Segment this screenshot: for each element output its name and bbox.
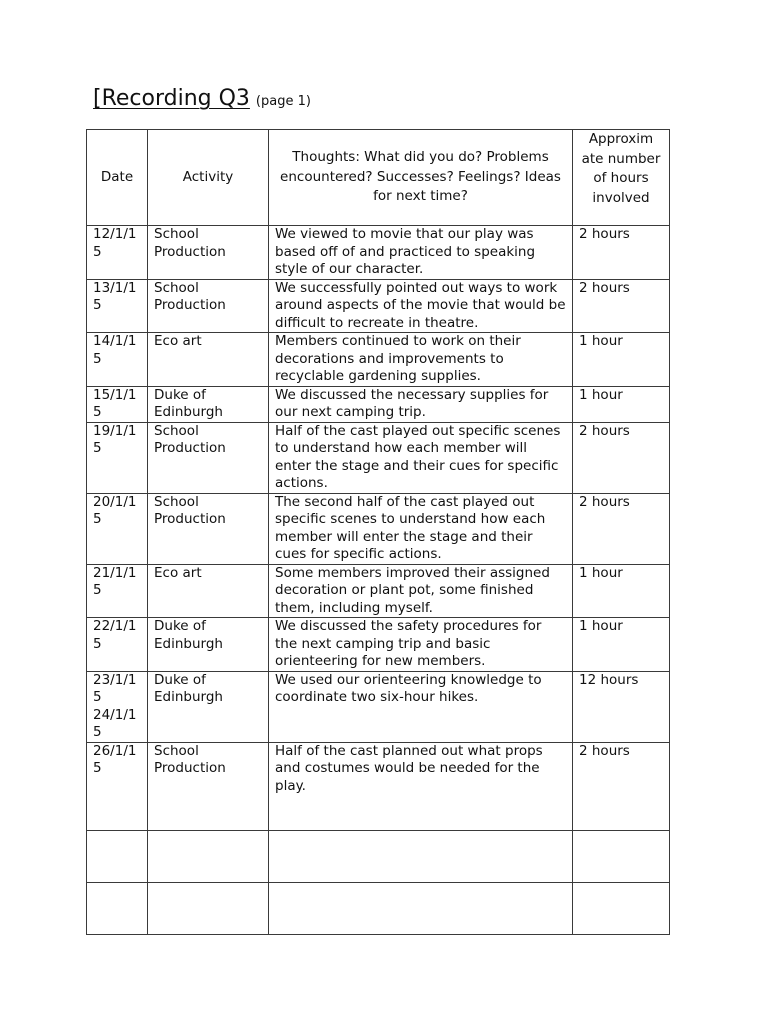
cell-thoughts: Half of the cast played out specific scenes to understand how each member will enter the stage and their cues for specific actions. [269,422,573,493]
table-row [87,564,670,618]
table-row [87,226,670,280]
table-header-row [87,130,670,226]
cell-hours: 1 hour [573,564,670,618]
cell-hours[interactable] [573,882,670,934]
date-text: 23/1/15 [93,671,137,705]
cell-activity: School Production [148,226,269,280]
table-row [87,671,670,742]
cell-thoughts[interactable] [269,882,573,934]
cell-date[interactable] [87,882,148,934]
cell-activity: School Production [148,279,269,333]
table-row [87,279,670,333]
cell-thoughts: We viewed to movie that our play was based off of and practiced to speaking style of our character. [269,226,573,280]
page-heading [93,86,311,111]
cell-hours: 2 hours [573,742,670,830]
table-row [87,618,670,672]
cell-activity: Duke of Edinburgh [148,618,269,672]
cell-hours: 1 hour [573,386,670,422]
cell-thoughts: We discussed the safety procedures for the next camping trip and basic orienteering for new members. [269,618,573,672]
header-thoughts: Thoughts: What did you do? Problems encountered? Successes? Feelings? Ideas for next time? [269,130,573,226]
cell-date [87,742,148,830]
date-text: 14/1/15 [93,333,137,367]
date-text: 12/1/15 [93,226,137,260]
page-subtitle: (page 1) [255,94,311,109]
date-text: 19/1/15 [93,422,137,456]
cell-activity: Eco art [148,564,269,618]
cell-activity: Duke of Edinburgh [148,386,269,422]
cell-hours[interactable] [573,830,670,882]
cell-activity[interactable] [148,882,269,934]
cell-thoughts: We successfully pointed out ways to work around aspects of the movie that would be difficult to recreate in theatre. [269,279,573,333]
cell-thoughts: Half of the cast planned out what props and costumes would be needed for the play. [269,742,573,830]
cell-thoughts[interactable] [269,830,573,882]
cell-hours: 1 hour [573,618,670,672]
date-text: 21/1/15 [93,564,137,598]
cell-activity[interactable] [148,830,269,882]
cell-activity: Eco art [148,333,269,387]
cell-hours: 2 hours [573,493,670,564]
cell-thoughts: We discussed the necessary supplies for our next camping trip. [269,386,573,422]
table-row [87,386,670,422]
header-date: Date [87,130,148,226]
cell-date [87,618,148,672]
cell-thoughts: Some members improved their assigned decoration or plant pot, some finished them, including myself. [269,564,573,618]
cell-thoughts: We used our orienteering knowledge to coordinate two six-hour hikes. [269,671,573,742]
cell-activity: Duke of Edinburgh [148,671,269,742]
table-row-empty [87,882,670,934]
cell-hours: 12 hours [573,671,670,742]
cell-date [87,671,148,742]
date-text: 20/1/15 [93,493,137,527]
cell-thoughts: Members continued to work on their decorations and improvements to recyclable gardening supplies. [269,333,573,387]
cell-date [87,279,148,333]
cell-hours: 1 hour [573,333,670,387]
cell-date [87,564,148,618]
table-row [87,742,670,830]
cell-hours: 2 hours [573,422,670,493]
date-text: 15/1/15 [93,386,137,420]
cell-activity: School Production [148,493,269,564]
cell-activity: School Production [148,742,269,830]
cell-thoughts: The second half of the cast played out specific scenes to understand how each member will enter the stage and their cues for specific actions. [269,493,573,564]
header-hours: Approxim ate number of hours involved [573,130,670,226]
page-title: [Recording Q3 [93,86,250,111]
cell-date [87,226,148,280]
date-text-second: 24/1/15 [93,706,137,740]
activity-log-table [86,129,670,935]
cell-activity: School Production [148,422,269,493]
date-text: 26/1/15 [93,742,137,776]
table-row-empty [87,830,670,882]
cell-hours: 2 hours [573,226,670,280]
date-text: 22/1/15 [93,618,137,652]
cell-date [87,333,148,387]
header-activity: Activity [148,130,269,226]
table-row [87,333,670,387]
cell-hours: 2 hours [573,279,670,333]
cell-date [87,422,148,493]
table-row [87,422,670,493]
cell-date [87,493,148,564]
table-row [87,493,670,564]
cell-date [87,386,148,422]
date-text: 13/1/15 [93,279,137,313]
cell-date[interactable] [87,830,148,882]
